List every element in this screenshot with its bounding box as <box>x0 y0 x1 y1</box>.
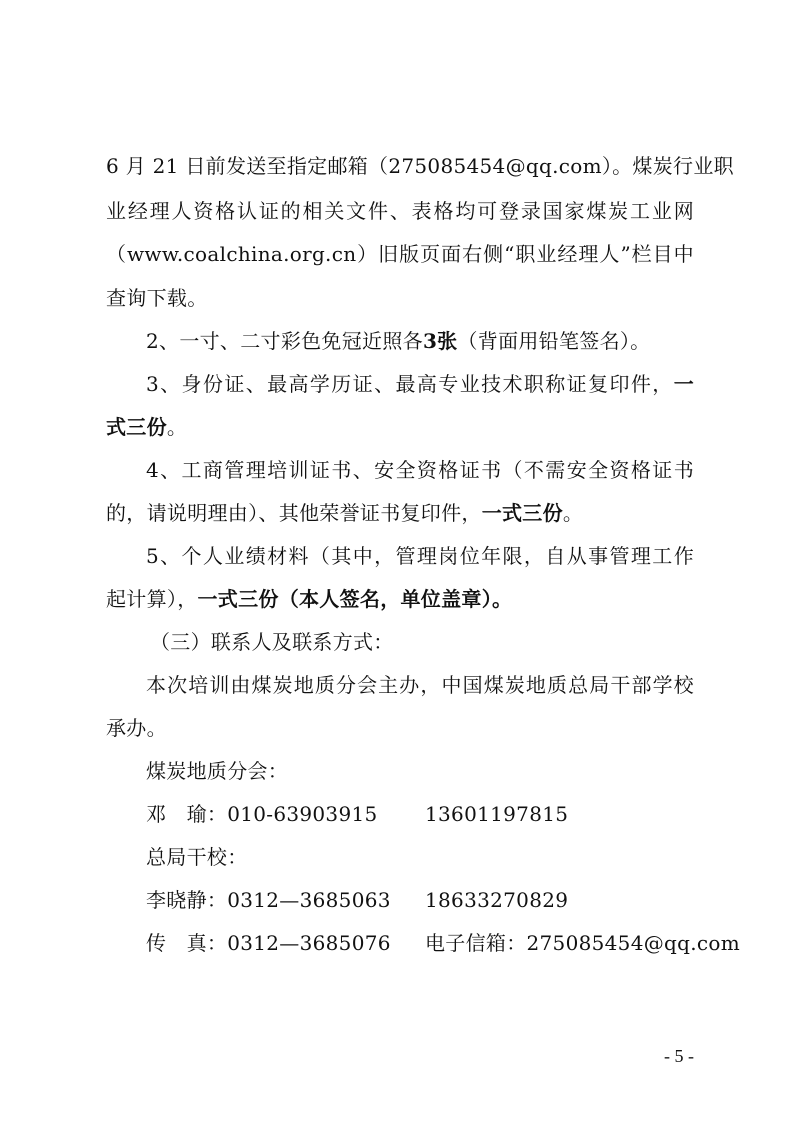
item-3-line-1 <box>146 370 694 398</box>
item-5-line-2 <box>106 585 512 613</box>
paragraph-line-3: （www.coalchina.org.cn）旧版页面右侧“职业经理人”栏目中 <box>106 242 694 266</box>
paragraph-line-4: 查询下载。 <box>106 286 208 310</box>
li-phone: 李晓静：0312—3685063 <box>146 888 391 912</box>
item-5-text: 起计算）， <box>106 587 198 611</box>
item-5-period: 。 <box>492 587 513 611</box>
item-3-text: 3、身份证、最高学历证、最高专业技术职称证复印件， <box>146 372 674 396</box>
item-2-text: 2、一寸、二寸彩色免冠近照各 <box>146 329 423 353</box>
contact-deng <box>146 800 378 828</box>
contact-fax: 传 真：0312—3685076 <box>146 931 391 955</box>
organizer-line-1: 本次培训由煤炭地质分会主办，中国煤炭地质总局干部学校 <box>146 673 694 697</box>
item-2-count: 3张 <box>422 329 458 353</box>
item-4-text: 的，请说明理由）、其他荣誉证书复印件， <box>106 501 482 525</box>
school-label: 总局干校： <box>146 845 248 869</box>
item-4-copies: 一式三份 <box>481 501 563 525</box>
item-4-line-1: 4、工商管理培训证书、安全资格证书（不需安全资格证书 <box>146 458 694 482</box>
contact-li <box>146 886 391 914</box>
paragraph-line-2: 业经理人资格认证的相关文件、表格均可登录国家煤炭工业网 <box>106 199 694 223</box>
contact-email: 电子信箱：275085454@qq.com <box>425 931 740 955</box>
section-3-heading: （三）联系人及联系方式： <box>150 630 394 654</box>
item-3-line-2 <box>106 413 187 441</box>
item-2-note: （背面用铅笔签名）。 <box>457 329 651 353</box>
branch-label: 煤炭地质分会： <box>146 759 289 783</box>
organizer-line-2: 承办。 <box>106 716 167 740</box>
item-3-bold-start: 一 <box>673 372 694 396</box>
item-3-bold-end: 式三份 <box>106 415 167 439</box>
item-4-period: 。 <box>562 501 584 525</box>
item-2-photos <box>146 327 650 355</box>
item-5-copies: 一式三份（本人签名，单位盖章） <box>197 587 492 611</box>
item-5-line-1: 5、个人业绩材料（其中，管理岗位年限，自从事管理工作 <box>146 544 694 568</box>
item-3-period: 。 <box>166 415 188 439</box>
deng-phone: 邓 瑜：010-63903915 <box>146 802 378 826</box>
li-mobile: 18633270829 <box>425 888 569 912</box>
paragraph-line-1: 6 月 21 日前发送至指定邮箱（275085454@qq.com）。煤炭行业职 <box>106 154 734 178</box>
deng-mobile: 13601197815 <box>425 802 569 826</box>
item-4-line-2 <box>106 499 583 527</box>
page-number: - 5 - <box>664 1046 694 1066</box>
